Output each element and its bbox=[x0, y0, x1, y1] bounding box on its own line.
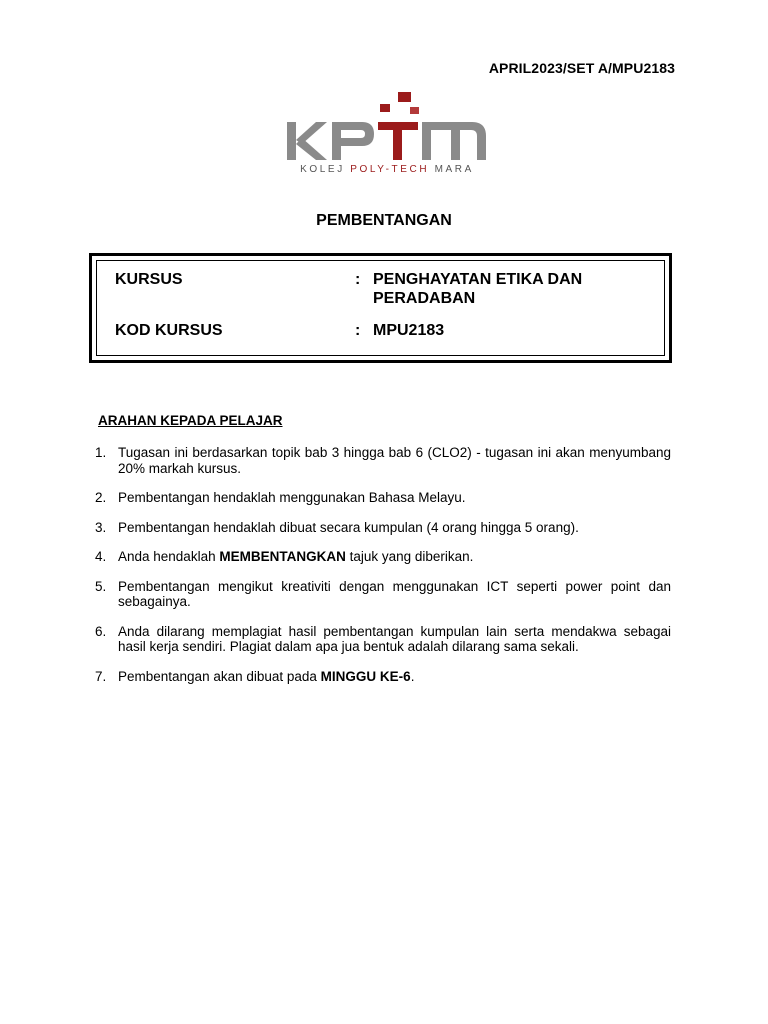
instruction-number: 7. bbox=[95, 668, 107, 684]
instruction-item bbox=[95, 490, 671, 506]
instruction-text: Anda dilarang memplagiat hasil pembentangan kumpulan lain serta mendakwa sebagai hasil kerja sendiri. Plagiat dalam apa jua bentuk adalah dilarang sama sekali. bbox=[118, 623, 671, 654]
header-code: APRIL2023/SET A/MPU2183 bbox=[488, 60, 675, 76]
instructions-list bbox=[95, 445, 671, 698]
instruction-item bbox=[95, 549, 671, 565]
course-info-box bbox=[89, 253, 672, 363]
instructions-heading: ARAHAN KEPADA PELAJAR bbox=[98, 413, 283, 428]
kptm-logo bbox=[282, 90, 492, 180]
instruction-number: 1. bbox=[95, 445, 107, 460]
instruction-text-bold: MINGGU KE-6 bbox=[320, 668, 411, 684]
instruction-text-bold: MEMBENTANGKAN bbox=[219, 549, 346, 564]
document-title: PEMBENTANGAN bbox=[316, 212, 452, 229]
course-colon: : bbox=[355, 271, 361, 288]
tagline-kolej: KOLEJ bbox=[300, 164, 345, 175]
instruction-item bbox=[95, 445, 671, 476]
instruction-text: Pembentangan hendaklah menggunakan Bahasa Melayu. bbox=[118, 490, 466, 505]
instruction-item bbox=[95, 520, 671, 536]
instruction-text-pre: Anda hendaklah bbox=[118, 549, 220, 564]
course-code-value: MPU2183 bbox=[373, 322, 445, 339]
tagline-mara: MARA bbox=[434, 164, 474, 175]
instruction-text: Pembentangan mengikut kreativiti dengan menggunakan ICT seperti power point dan sebagainya. bbox=[118, 578, 671, 609]
instruction-text: Pembentangan hendaklah dibuat secara kumpulan (4 orang hingga 5 orang). bbox=[118, 519, 579, 535]
instruction-text-post: . bbox=[410, 668, 415, 684]
course-label: KURSUS bbox=[115, 271, 183, 288]
instruction-item bbox=[95, 579, 671, 610]
course-name-line2: PERADABAN bbox=[373, 290, 476, 307]
instruction-item bbox=[95, 624, 671, 655]
course-code-colon: : bbox=[355, 322, 361, 339]
instruction-text: Tugasan ini berdasarkan topik bab 3 hingga bab 6 (CLO2) - tugasan ini akan menyumbang 20% markah kursus. bbox=[118, 445, 671, 476]
instruction-number: 6. bbox=[95, 623, 107, 639]
logo-tagline bbox=[282, 164, 492, 175]
instruction-item bbox=[95, 669, 671, 685]
instruction-text-pre: Pembentangan akan dibuat pada bbox=[118, 668, 321, 684]
instruction-number: 4. bbox=[95, 549, 107, 564]
course-name-value bbox=[373, 270, 653, 308]
tagline-polytech: POLY-TECH bbox=[350, 164, 430, 175]
course-code-label: KOD KURSUS bbox=[115, 322, 223, 339]
instruction-text-post: tajuk yang diberikan. bbox=[345, 549, 474, 564]
course-info-box-inner bbox=[96, 260, 665, 356]
instruction-number: 3. bbox=[95, 519, 107, 535]
instruction-number: 5. bbox=[95, 578, 107, 594]
course-name-line1: PENGHAYATAN ETIKA DAN bbox=[373, 271, 583, 288]
instruction-number: 2. bbox=[95, 490, 107, 505]
